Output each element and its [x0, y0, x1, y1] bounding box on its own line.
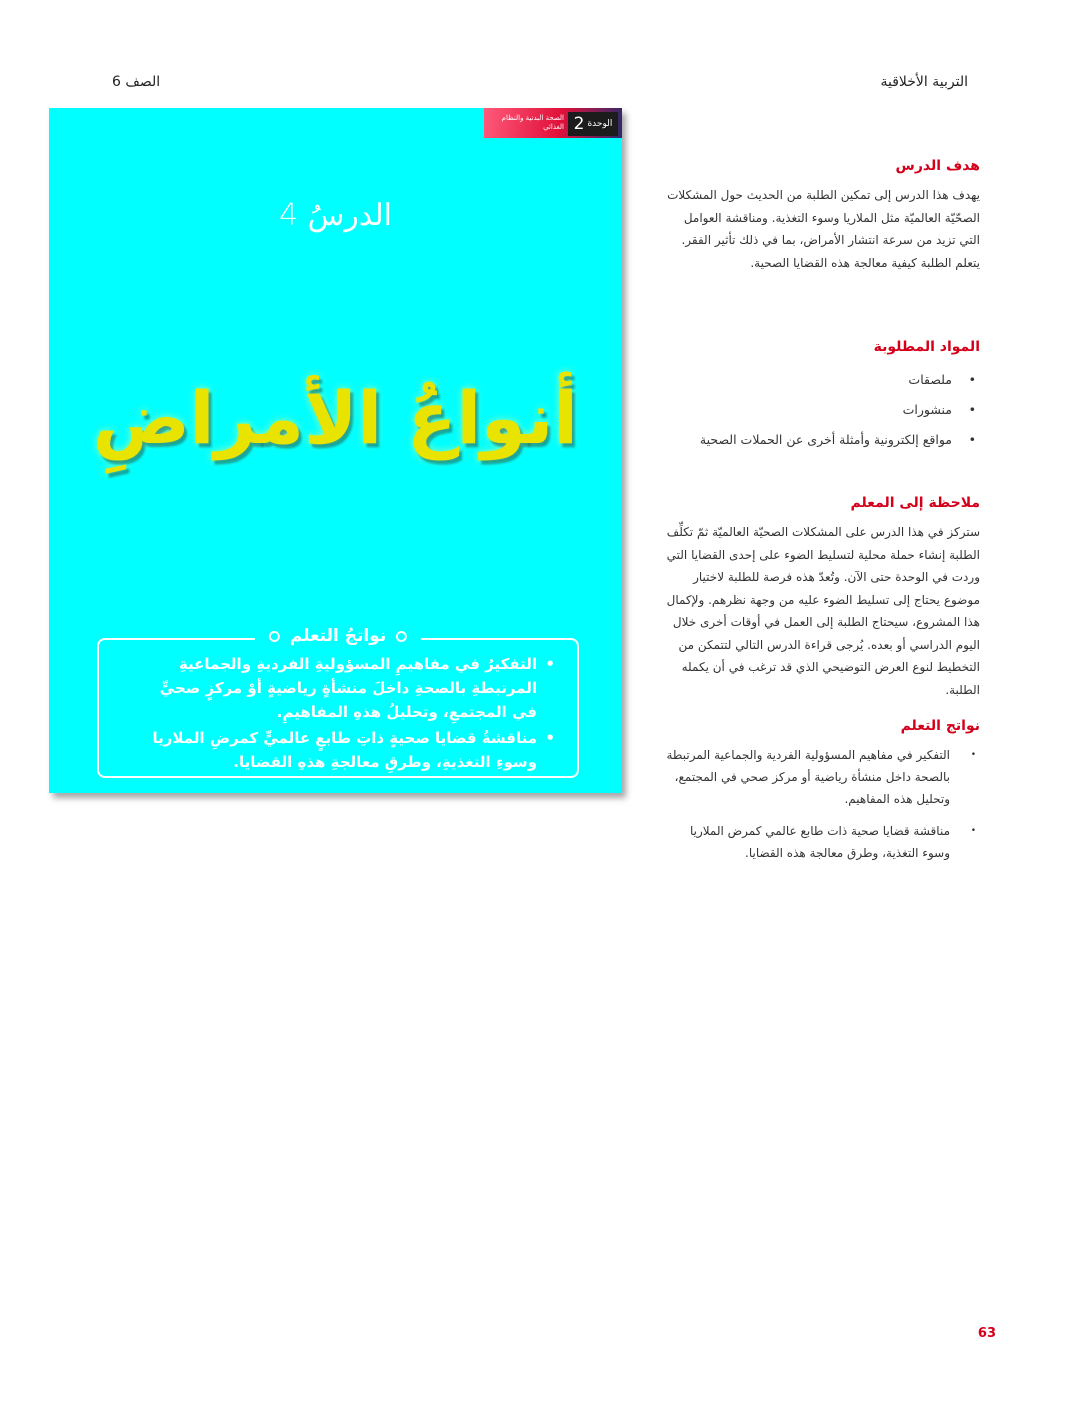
card-outcome-item: • التفكيرُ في مفاهيمِ المسؤوليةِ الفرديةِ والجماعيةِ المرتبطةِ بالصحةِ داخلَ منشأةٍ رياضيةٍ أوْ مركزٍ صحيٍّ في المجتمعِ، وتحليلُ هذهِ المفاهيمِ.: [135, 652, 555, 724]
lesson-card: [49, 108, 622, 793]
unit-number: 2: [573, 114, 585, 134]
lesson-number: الدرسُ 4: [279, 198, 392, 233]
materials-item: • ملصقات: [660, 365, 980, 395]
materials-item: • مواقع إلكترونية وأمثلة أخرى عن الحملات الصحية: [660, 425, 980, 455]
materials-title: المواد المطلوبة: [873, 339, 980, 355]
learning-outcomes-title: نواتج التعلم: [900, 718, 980, 734]
materials-list: [660, 365, 980, 455]
unit-badge: [484, 108, 622, 138]
card-outcomes-box: [97, 626, 579, 778]
lesson-goal-title: هدف الدرس: [895, 158, 980, 174]
card-outcomes-heading: [255, 626, 421, 646]
materials-section: [660, 339, 980, 455]
lesson-goal-body: يهدف هذا الدرس إلى تمكين الطلبة من الحديث حول المشكلات الصحّيّة العالميّة مثل الملاريا وسوء التغذية. ومناقشة العوامل التي تزيد من سرعة انتشار الأمراض، بما في ذلك تأثير الفقر. يتعلم الطلبة كيفية معالجة هذه القضايا الصحية.: [667, 188, 980, 270]
circle-ornament-icon: [269, 631, 280, 642]
lesson-title: أنواعُ الأمراضِ: [93, 376, 578, 460]
learning-outcomes-section: [660, 718, 980, 874]
unit-title: الصحة البدنية والنظام الغذائي: [501, 114, 564, 131]
page-number: 63: [977, 1326, 996, 1341]
materials-item: • منشورات: [660, 395, 980, 425]
learning-outcome-item: • التفكير في مفاهيم المسؤولية الفردية والجماعية المرتبطة بالصحة داخل منشأة رياضية أو مركز صحي في المجتمع، وتحليل هذه المفاهيم.: [660, 744, 980, 810]
teacher-note-section: [660, 495, 980, 701]
card-outcome-item: • مناقشةُ قضايا صحيةٍ ذاتِ طابعٍ عالميٍّ كمرضِ الملاريا وسوءِ التغذيةِ، وطرقِ معالجةِ هذهِ القضايا.: [135, 726, 555, 774]
header-subject: التربية الأخلاقية: [880, 74, 968, 90]
header-grade: الصف 6: [112, 74, 161, 90]
teacher-note-body: ستركز في هذا الدرس على المشكلات الصحيّة العالميّة ثمّ تكلِّف الطلبة إنشاء حملة محلية لتسليط الضوء على إحدى القضايا التي وردت في الوحدة حتى الآن. وتُعدّ هذه فرصة للطلبة لاختيار موضوع يحتاج إلى تسليط الضوء عليه من وجهة نظرهم. ولإكمال هذا المشروع، سيحتاج الطلبة إلى العمل في أوقات أخرى خلال اليوم الدراسي أو بعده. يُرجى قراءة الدرس التالي لتتمكن من التخطيط لنوع العرض التوضيحي الذي قد ترغب في أن يكمله الطلبة.: [666, 525, 980, 697]
teacher-note-title: ملاحظة إلى المعلم: [850, 495, 980, 511]
unit-number-box: [568, 112, 618, 136]
learning-outcomes-list: [660, 744, 980, 864]
unit-label: الوحدة: [587, 119, 613, 129]
lesson-goal-section: [660, 158, 980, 274]
learning-outcome-item: • مناقشة قضايا صحية ذات طابع عالمي كمرض الملاريا وسوء التغذية، وطرق معالجة هذه القضايا.: [660, 820, 980, 864]
card-outcomes-list: [135, 652, 555, 776]
card-outcomes-heading-text: نواتجُ التعلم: [289, 626, 387, 646]
circle-ornament-icon: [396, 631, 407, 642]
